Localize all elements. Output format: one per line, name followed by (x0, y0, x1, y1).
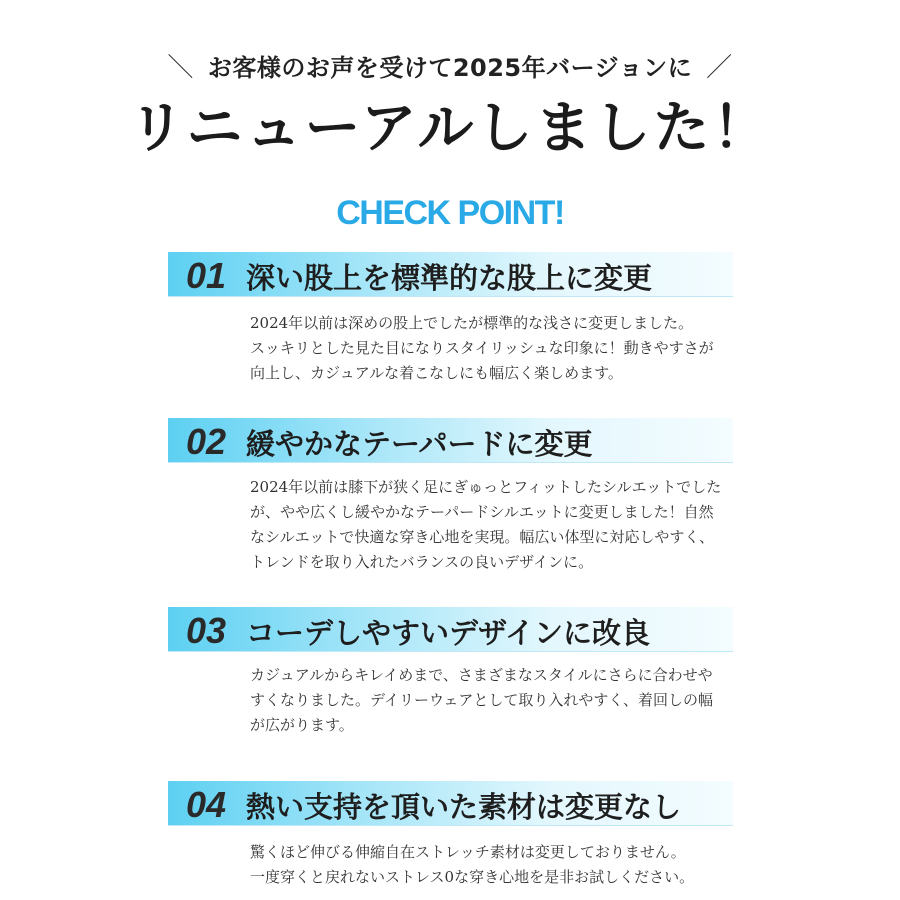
point-title: 緩やかなテーパードに変更 (246, 427, 593, 461)
description-line: 一度穿くと戻れないストレス0な穿き心地を是非お試しください。 (250, 868, 695, 886)
point-01-banner (168, 252, 733, 297)
slash-right: ／ (706, 53, 733, 83)
description-line: スッキリとした見た目になりスタイリッシュな印象に！動きやすさが (250, 339, 714, 357)
point-02-description (250, 475, 730, 575)
point-03-description (250, 663, 730, 738)
description-line: カジュアルからキレイめまで、さまざまなスタイルにさらに合わせや (250, 666, 713, 684)
point-number: 01 (186, 255, 227, 296)
description-line: が、やや広くし緩やかなテーパードシルエットに変更しました！自然 (250, 503, 714, 521)
point-title: コーデしやすいデザインに改良 (246, 616, 650, 650)
description-line: なシルエットで快適な穿き心地を実現。幅広い体型に対応しやすく、 (250, 528, 715, 546)
subtitle-text: お客様のお声を受けて2025年バージョンに (207, 54, 693, 82)
point-title: 熱い支持を頂いた素材は変更なし (246, 790, 682, 824)
subtitle (0, 47, 900, 84)
description-line: すくなりました。デイリーウェアとして取り入れやすく、着回しの幅 (250, 691, 714, 709)
point-number: 03 (186, 610, 227, 651)
description-line: 向上し、カジュアルな着こなしにも幅広く楽しめます。 (250, 364, 623, 382)
point-01-description (250, 311, 730, 386)
point-02-banner (168, 418, 733, 463)
description-line: が広がります。 (250, 716, 354, 734)
slash-left: ＼ (167, 53, 194, 83)
check-point-title: CHECK POINT! (336, 194, 564, 232)
point-number: 04 (186, 784, 227, 825)
description-line: 驚くほど伸びる伸縮自在ストレッチ素材は変更しておりません。 (250, 843, 686, 861)
point-title: 深い股上を標準的な股上に変更 (246, 261, 653, 295)
point-04-description (250, 840, 730, 890)
description-line: 2024年以前は膝下が狭く足にぎゅっとフィットしたシルエットでした (250, 478, 722, 496)
point-number: 02 (186, 421, 227, 462)
description-line: 2024年以前は深めの股上でしたが標準的な浅さに変更しました。 (250, 314, 694, 332)
point-03-banner (168, 607, 733, 652)
headline: リニューアルしました！ (128, 96, 772, 161)
description-line: トレンドを取り入れたバランスの良いデザインに。 (250, 553, 594, 571)
point-04-banner (168, 781, 733, 826)
